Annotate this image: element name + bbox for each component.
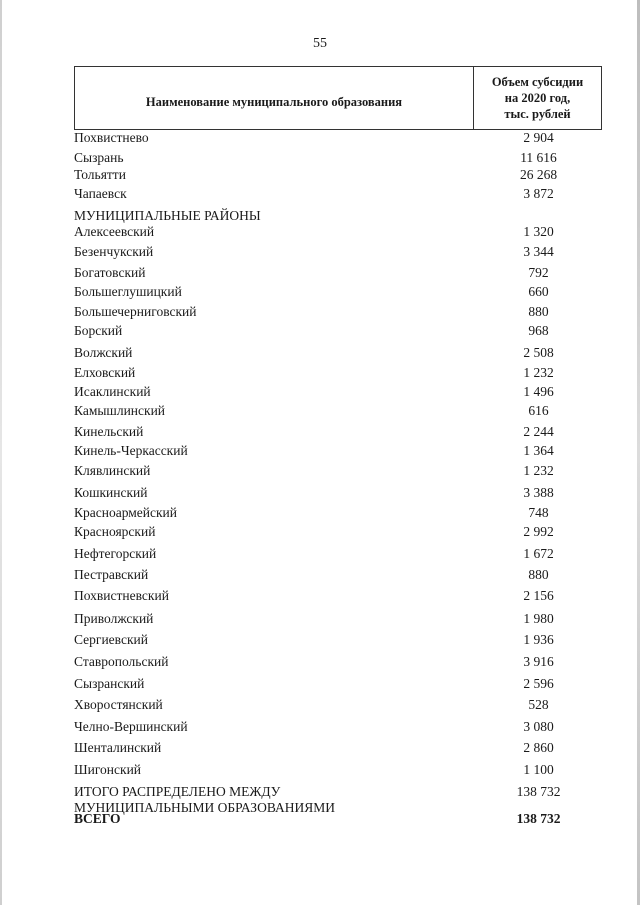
header-municipality-name: Наименование муниципального образования [75,67,474,129]
subsidy-amount: 2 904 [523,130,554,145]
municipality-name: Красноярский [74,524,156,539]
municipality-name: Тольятти [74,167,126,182]
municipality-name: Борский [74,323,123,338]
subsidy-amount: 2 992 [523,524,554,539]
subsidy-amount: 1 232 [523,463,554,478]
municipality-name: Клявлинский [74,463,151,478]
municipality-name: Елховский [74,365,136,380]
subsidy-amount: 2 860 [523,740,554,755]
municipality-name: ИТОГО РАСПРЕДЕЛЕНО МЕЖДУ МУНИЦИПАЛЬНЫМИ ОБРАЗОВАНИЯМИ [74,784,335,815]
subsidy-amount: 3 388 [523,485,554,500]
subsidy-amount: 1 232 [523,365,554,380]
subsidy-table [74,66,602,826]
subsidy-amount: 748 [528,505,549,520]
municipality-name: Пестравский [74,567,149,582]
municipality-name: Нефтегорский [74,546,157,561]
table-header [74,66,602,130]
municipality-name: Безенчукский [74,244,154,259]
subsidy-amount: 3 080 [523,719,554,734]
municipality-name: Кинельский [74,424,144,439]
subsidy-amount: 138 732 [516,811,561,826]
municipality-name: Волжский [74,345,133,360]
municipality-name: Красноармейский [74,505,178,520]
municipality-name: Хворостянский [74,697,163,712]
municipality-name: Богатовский [74,265,146,280]
municipality-name: Приволжский [74,611,154,626]
municipality-name: Шигонский [74,762,142,777]
subsidy-amount: 3 872 [523,186,554,201]
subsidy-amount: 528 [528,697,549,712]
subsidy-amount: 1 364 [523,443,554,458]
subsidy-amount: 2 596 [523,676,554,691]
municipality-name: Чапаевск [74,186,127,201]
subsidy-amount: 1 672 [523,546,554,561]
subsidy-amount: 2 156 [523,588,554,603]
subsidy-amount: 3 344 [523,244,554,259]
municipality-name: Челно-Вершинский [74,719,188,734]
municipality-name: Шенталинский [74,740,162,755]
municipality-name: Сызранский [74,676,145,691]
municipality-name: Алексеевский [74,224,155,239]
subsidy-amount: 1 320 [523,224,554,239]
subsidy-amount: 660 [528,284,549,299]
municipality-name: Кошкинский [74,485,148,500]
municipality-name: Большеглушицкий [74,284,182,299]
municipality-name: МУНИЦИПАЛЬНЫЕ РАЙОНЫ [74,208,261,223]
subsidy-amount: 616 [528,403,549,418]
scan-edge-left [0,0,2,905]
municipality-name: Исаклинский [74,384,151,399]
page-number: 55 [313,36,327,51]
subsidy-amount: 138 732 [516,784,561,799]
municipality-name: Камышлинский [74,403,166,418]
subsidy-amount: 968 [528,323,549,338]
subsidy-amount: 880 [528,567,549,582]
municipality-name: Сергиевский [74,632,148,647]
subsidy-amount: 11 616 [520,150,557,165]
subsidy-amount: 792 [528,265,549,280]
subsidy-amount: 1 496 [523,384,554,399]
subsidy-amount: 1 936 [523,632,554,647]
subsidy-amount: 2 244 [523,424,554,439]
subsidy-amount: 1 100 [523,762,554,777]
municipality-name: Похвистневский [74,588,169,603]
municipality-name: Похвистнево [74,130,149,145]
subsidy-amount: 880 [528,304,549,319]
subsidy-amount: 3 916 [523,654,554,669]
municipality-name: Сызрань [74,150,124,165]
municipality-name: ВСЕГО [74,811,121,826]
subsidy-amount: 26 268 [519,167,558,182]
subsidy-amount: 1 980 [523,611,554,626]
subsidy-amount: 2 508 [523,345,554,360]
municipality-name: Кинель-Черкасский [74,443,188,458]
municipality-name: Ставропольский [74,654,169,669]
municipality-name: Большечерниговский [74,304,197,319]
header-subsidy-amount: Объем субсидии на 2020 год, тыс. рублей [491,75,584,121]
